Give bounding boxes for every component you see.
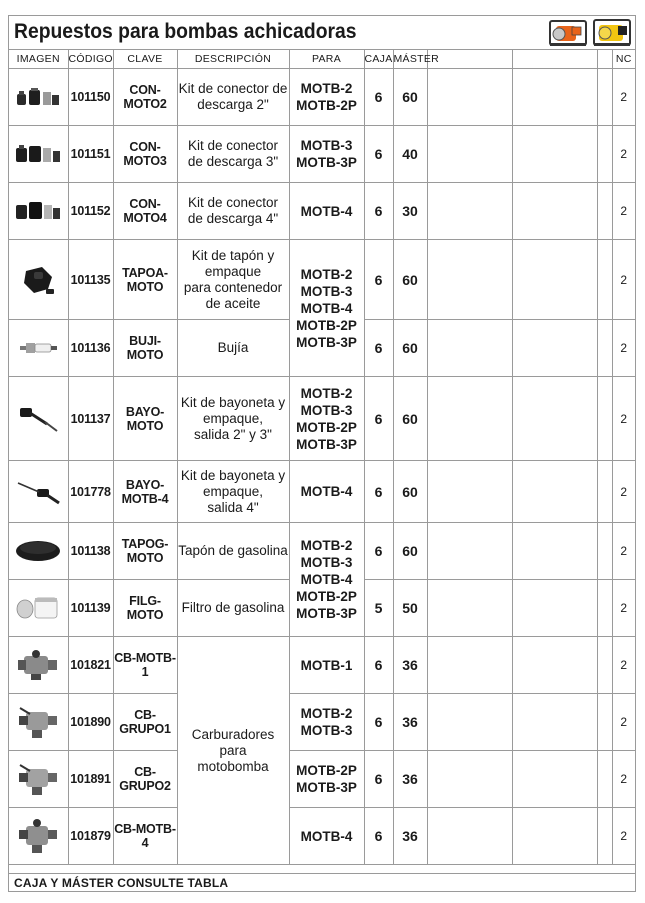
product-compatibility — [289, 808, 364, 865]
table-row — [9, 461, 635, 523]
box-quantity: 6 — [364, 694, 393, 751]
catalog-sheet — [8, 15, 636, 892]
description-line: empaque, — [202, 483, 264, 499]
column-header-master: MÁSTER — [393, 49, 427, 69]
product-image-cell — [9, 126, 68, 183]
product-code: 101151 — [68, 126, 113, 183]
product-compatibility — [289, 523, 364, 637]
empty-cell — [597, 694, 612, 751]
box-quantity: 6 — [364, 461, 393, 523]
description-line: Carburadores para — [191, 726, 275, 758]
compatibility-line: MOTB-3 — [300, 402, 353, 418]
description-line: Kit de bayoneta y — [180, 467, 286, 483]
nc-value: 2 — [612, 751, 635, 808]
table-row — [9, 751, 635, 808]
empty-cell — [597, 637, 612, 694]
product-code: 101821 — [68, 637, 113, 694]
empty-cell — [512, 751, 597, 808]
product-description — [177, 69, 289, 126]
column-header-blank-1 — [427, 49, 512, 69]
empty-cell — [597, 461, 612, 523]
product-code: 101137 — [68, 377, 113, 461]
table-row — [9, 69, 635, 126]
empty-cell — [427, 461, 512, 523]
nc-value: 2 — [612, 183, 635, 240]
product-key: CON-MOTO3 — [113, 126, 177, 183]
description-line: Kit de conector de — [178, 81, 288, 96]
carburetor-image — [16, 761, 60, 797]
empty-cell — [512, 183, 597, 240]
product-image-cell — [9, 69, 68, 126]
carburetor-image — [16, 704, 60, 740]
nc-value: 2 — [612, 523, 635, 580]
box-quantity: 6 — [364, 751, 393, 808]
product-code: 101136 — [68, 320, 113, 377]
product-description — [177, 461, 289, 523]
column-header-descripcion: DESCRIPCIÓN — [177, 49, 289, 69]
master-quantity: 36 — [393, 808, 427, 865]
description-line: descarga 2" — [197, 97, 269, 112]
table-row — [9, 637, 635, 694]
description-line: de descarga 4" — [187, 211, 279, 226]
empty-cell — [597, 808, 612, 865]
title-row — [9, 16, 635, 50]
table-row — [9, 694, 635, 751]
master-quantity: 30 — [393, 183, 427, 240]
description-line: salida 4" — [207, 499, 259, 515]
empty-cell — [427, 523, 512, 580]
oil-cap-kit-image — [20, 263, 56, 297]
box-quantity: 6 — [364, 126, 393, 183]
product-key: TAPOG-MOTO — [113, 523, 177, 580]
orange-water-pump-image — [547, 17, 589, 48]
nc-value: 2 — [612, 126, 635, 183]
empty-cell — [427, 580, 512, 637]
compatibility-line: MOTB-2 — [300, 706, 353, 721]
compatibility-line: MOTB-2 — [300, 538, 353, 553]
product-description — [177, 320, 289, 377]
product-key: BAYO-MOTO — [113, 377, 177, 461]
empty-cell — [597, 523, 612, 580]
dipstick-kit-image — [17, 404, 59, 434]
product-code: 101152 — [68, 183, 113, 240]
product-description — [177, 523, 289, 580]
nc-value: 2 — [612, 808, 635, 865]
master-quantity: 60 — [393, 69, 427, 126]
description-line: empaque, — [202, 410, 264, 426]
master-quantity: 40 — [393, 126, 427, 183]
product-image-cell — [9, 183, 68, 240]
box-quantity: 6 — [364, 69, 393, 126]
carburetor-image — [16, 817, 60, 855]
compatibility-line: MOTB-3P — [296, 436, 357, 452]
product-description — [177, 377, 289, 461]
description-line: Tapón de gasolina — [178, 543, 288, 558]
compatibility-line: MOTB-1 — [300, 657, 353, 673]
compatibility-line: MOTB-3P — [296, 780, 357, 795]
compatibility-line: MOTB-3 — [300, 723, 353, 738]
compatibility-line: MOTB-2P — [296, 317, 357, 333]
carburetor-image — [16, 648, 60, 682]
fuel-cap-image — [14, 539, 62, 563]
column-header-nc: NC — [612, 49, 635, 69]
compatibility-line: MOTB-4 — [300, 572, 353, 587]
column-header-codigo: CÓDIGO — [68, 49, 113, 69]
product-compatibility — [289, 240, 364, 377]
discharge-connector-kit-image — [15, 199, 61, 223]
product-description — [177, 637, 289, 865]
product-key: CB-MOTB-4 — [113, 808, 177, 865]
product-code: 101139 — [68, 580, 113, 637]
empty-cell — [597, 69, 612, 126]
empty-cell — [427, 637, 512, 694]
master-quantity: 60 — [393, 240, 427, 320]
nc-value: 2 — [612, 69, 635, 126]
empty-cell — [512, 580, 597, 637]
master-quantity: 60 — [393, 523, 427, 580]
product-compatibility — [289, 126, 364, 183]
master-quantity: 60 — [393, 461, 427, 523]
column-header-clave: CLAVE — [113, 49, 177, 69]
product-compatibility — [289, 183, 364, 240]
product-image-cell — [9, 637, 68, 694]
footer — [9, 873, 635, 893]
compatibility-line: MOTB-2P — [296, 763, 357, 778]
empty-cell — [427, 126, 512, 183]
product-code: 101890 — [68, 694, 113, 751]
empty-cell — [427, 808, 512, 865]
discharge-connector-kit-image — [15, 142, 61, 166]
empty-cell — [427, 377, 512, 461]
table-row — [9, 183, 635, 240]
compatibility-line: MOTB-2 — [300, 266, 353, 282]
parts-table — [9, 49, 635, 875]
description-line: Kit de bayoneta y — [180, 394, 286, 410]
empty-cell — [512, 240, 597, 320]
empty-cell — [597, 183, 612, 240]
box-quantity: 5 — [364, 580, 393, 637]
page-title: Repuestos para bombas achicadoras — [14, 20, 357, 43]
box-quantity: 6 — [364, 183, 393, 240]
empty-cell — [512, 320, 597, 377]
table-row — [9, 523, 635, 580]
compatibility-line: MOTB-2 — [300, 81, 353, 96]
product-image-cell — [9, 320, 68, 377]
empty-cell — [597, 240, 612, 320]
product-image-cell — [9, 580, 68, 637]
empty-cell — [512, 523, 597, 580]
box-quantity: 6 — [364, 808, 393, 865]
empty-cell — [427, 320, 512, 377]
empty-cell — [512, 637, 597, 694]
compatibility-line: MOTB-2P — [296, 98, 357, 113]
empty-cell — [427, 240, 512, 320]
product-code: 101138 — [68, 523, 113, 580]
compatibility-line: MOTB-2P — [296, 419, 357, 435]
nc-value: 2 — [612, 637, 635, 694]
product-code: 101150 — [68, 69, 113, 126]
nc-value: 2 — [612, 377, 635, 461]
compatibility-line: MOTB-3 — [300, 555, 353, 570]
product-key: FILG-MOTO — [113, 580, 177, 637]
compatibility-line: MOTB-4 — [300, 484, 353, 499]
column-header-imagen: IMAGEN — [9, 49, 68, 69]
product-compatibility — [289, 751, 364, 808]
column-header-blank-3 — [597, 49, 612, 69]
product-description — [177, 240, 289, 320]
product-image-cell — [9, 240, 68, 320]
empty-cell — [597, 751, 612, 808]
box-quantity: 6 — [364, 240, 393, 320]
box-quantity: 6 — [364, 320, 393, 377]
empty-cell — [597, 580, 612, 637]
empty-cell — [512, 694, 597, 751]
column-header-caja: CAJA — [364, 49, 393, 69]
discharge-connector-kit-image — [16, 85, 60, 109]
description-line: Filtro de gasolina — [181, 600, 285, 615]
compatibility-line: MOTB-4 — [300, 300, 353, 316]
product-description — [177, 580, 289, 637]
fuel-filter-image — [15, 595, 61, 621]
description-line: motobomba — [197, 758, 269, 774]
description-line: para contenedor — [183, 279, 283, 295]
empty-cell — [427, 69, 512, 126]
box-quantity: 6 — [364, 377, 393, 461]
dipstick-kit-image — [15, 479, 61, 505]
master-quantity: 36 — [393, 694, 427, 751]
nc-value: 2 — [612, 240, 635, 320]
empty-cell — [512, 69, 597, 126]
product-image-cell — [9, 751, 68, 808]
compatibility-line: MOTB-3P — [296, 606, 357, 621]
compatibility-line: MOTB-3P — [296, 334, 357, 350]
product-compatibility — [289, 69, 364, 126]
master-quantity: 36 — [393, 637, 427, 694]
empty-cell — [597, 126, 612, 183]
empty-cell — [597, 320, 612, 377]
compatibility-line: MOTB-2P — [296, 589, 357, 604]
product-key: CB-GRUPO2 — [113, 751, 177, 808]
product-image-cell — [9, 808, 68, 865]
nc-value: 2 — [612, 694, 635, 751]
compatibility-line: MOTB-3 — [300, 283, 353, 299]
product-key: CB-MOTB-1 — [113, 637, 177, 694]
table-row — [9, 808, 635, 865]
column-header-blank-2 — [512, 49, 597, 69]
empty-cell — [512, 126, 597, 183]
empty-cell — [512, 808, 597, 865]
column-header-para: PARA — [289, 49, 364, 69]
product-description — [177, 126, 289, 183]
product-key: TAPOA-MOTO — [113, 240, 177, 320]
product-description — [177, 183, 289, 240]
master-quantity: 50 — [393, 580, 427, 637]
description-line: de aceite — [205, 295, 261, 311]
empty-cell — [512, 461, 597, 523]
product-compatibility — [289, 461, 364, 523]
product-key: CON-MOTO4 — [113, 183, 177, 240]
description-line: Kit de conector — [187, 195, 279, 210]
footer-note: CAJA Y MÁSTER CONSULTE TABLA — [14, 876, 229, 890]
empty-cell — [427, 751, 512, 808]
product-image-cell — [9, 694, 68, 751]
empty-cell — [427, 183, 512, 240]
product-image-cell — [9, 523, 68, 580]
empty-cell — [427, 694, 512, 751]
product-compatibility — [289, 377, 364, 461]
box-quantity: 6 — [364, 523, 393, 580]
product-image-cell — [9, 377, 68, 461]
master-quantity: 60 — [393, 320, 427, 377]
empty-cell — [512, 377, 597, 461]
product-code: 101879 — [68, 808, 113, 865]
product-code: 101778 — [68, 461, 113, 523]
product-key: CON-MOTO2 — [113, 69, 177, 126]
product-compatibility — [289, 694, 364, 751]
product-key: BAYO-MOTB-4 — [113, 461, 177, 523]
product-key: BUJI-MOTO — [113, 320, 177, 377]
product-key: CB-GRUPO1 — [113, 694, 177, 751]
nc-value: 2 — [612, 320, 635, 377]
empty-cell — [597, 377, 612, 461]
table-header-row — [9, 49, 635, 69]
yellow-water-pump-image — [591, 17, 633, 48]
description-line: de descarga 3" — [187, 154, 279, 169]
master-quantity: 60 — [393, 377, 427, 461]
nc-value: 2 — [612, 580, 635, 637]
compatibility-line: MOTB-4 — [300, 828, 353, 844]
table-row — [9, 126, 635, 183]
description-line: empaque — [204, 263, 262, 279]
description-line: Bujía — [217, 340, 249, 355]
nc-value: 2 — [612, 461, 635, 523]
product-code: 101891 — [68, 751, 113, 808]
description-line: salida 2" y 3" — [194, 426, 272, 442]
master-quantity: 36 — [393, 751, 427, 808]
compatibility-line: MOTB-4 — [300, 203, 353, 219]
compatibility-line: MOTB-3P — [296, 155, 357, 170]
product-code: 101135 — [68, 240, 113, 320]
spark-plug-image — [18, 337, 58, 359]
table-row — [9, 377, 635, 461]
table-row — [9, 240, 635, 320]
description-line: Kit de tapón y — [191, 247, 275, 263]
compatibility-line: MOTB-3 — [300, 138, 353, 153]
product-image-cell — [9, 461, 68, 523]
description-line: Kit de conector — [187, 138, 279, 153]
product-compatibility — [289, 637, 364, 694]
compatibility-line: MOTB-2 — [300, 385, 353, 401]
box-quantity: 6 — [364, 637, 393, 694]
